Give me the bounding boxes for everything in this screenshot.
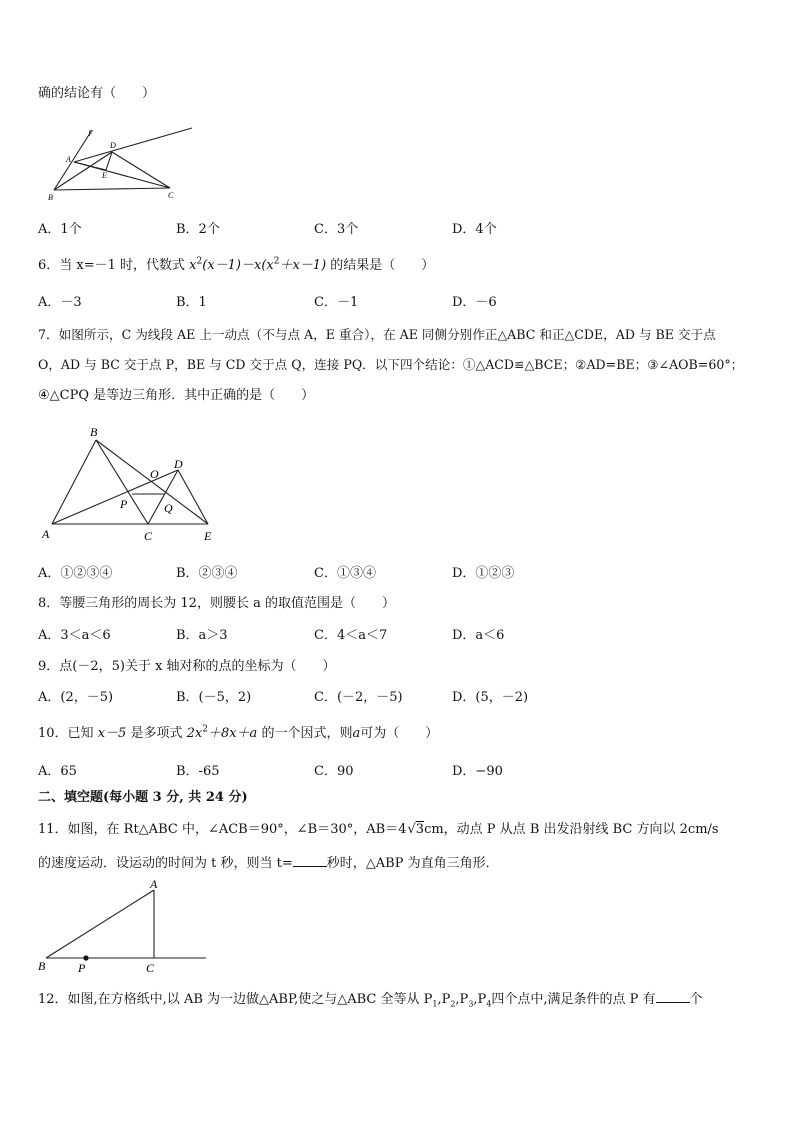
section-heading: 二、填空题(每小题 3 分, 共 24 分) <box>38 790 248 805</box>
q9-option-b: B．(－5，2) <box>176 690 252 705</box>
q11-sqrt-arg: 3 <box>415 822 425 837</box>
q10-polynomial: $2x^2+8x+a$ <box>186 724 258 741</box>
q6-suffix: 的结果是（ ） <box>330 258 435 273</box>
q5-label-E: E <box>102 171 107 180</box>
q10-stem <box>38 722 438 741</box>
q9-option-c: C．(－2，－5) <box>314 690 403 705</box>
q6-stem <box>38 254 434 273</box>
q6-option-c: C．－1 <box>314 295 359 310</box>
q11-label-B: B <box>38 959 46 973</box>
q7-figure <box>38 422 220 544</box>
q11-line2b: 秒时，△ABP 为直角三角形． <box>326 856 499 871</box>
q11-answer-blank <box>293 854 327 867</box>
q5-label-F: F <box>88 129 93 138</box>
q11-line2a: 的速度运动．设运动的时间为 t 秒，则当 t= <box>38 856 293 871</box>
q5-label-C: C <box>168 191 174 200</box>
q5-label-A: A <box>66 155 71 164</box>
q12-stem: 12．如图,在方格纸中,以 AB 为一边做△ABP,使之与△ABC 全等从 $P_1,P_2,P_3,P_4$四个点中,满足条件的点 P 有 个 <box>38 992 703 1009</box>
q11-label-A: A <box>150 877 158 891</box>
q8-option-c: C．4＜a＜7 <box>314 628 388 643</box>
q6-option-a: A．－3 <box>38 295 82 310</box>
q5-option-c: C．3个 <box>314 222 359 237</box>
q11-figure <box>36 876 212 974</box>
q10-suffix: 的一个因式，则 <box>261 726 353 741</box>
q12-answer-blank <box>656 990 690 1003</box>
q7-option-c: C．①③④ <box>314 566 376 581</box>
q9-stem: 9．点(－2，5)关于 x 轴对称的点的坐标为（ ） <box>38 659 336 674</box>
q11-point-p-marker <box>83 955 88 960</box>
q11-stem-line1 <box>38 818 719 837</box>
q8-stem: 8．等腰三角形的周长为 12，则腰长 a 的取值范围是（ ） <box>38 596 395 611</box>
q5-stem-tail: 确的结论有（ ） <box>38 86 156 101</box>
q7-option-d: D．①②③ <box>452 566 515 581</box>
q7-label-C: C <box>144 529 153 543</box>
q10-mid: 是多项式 <box>130 726 183 741</box>
q7-label-O: O <box>150 467 159 481</box>
q10-option-b: B．-65 <box>176 764 220 779</box>
q9-option-a: A．(2，－5) <box>38 690 114 705</box>
q5-figure <box>44 122 196 204</box>
q5-option-b: B．2个 <box>176 222 220 237</box>
q6-option-d: D．－6 <box>452 295 497 310</box>
q12-text-b: 个 <box>689 992 703 1007</box>
q7-label-Q: Q <box>164 501 173 515</box>
q10-end: 可为（ ） <box>360 726 439 741</box>
q8-option-b: B．a＞3 <box>176 628 228 643</box>
q11-line1b: cm，动点 P 从点 B 出发沿射线 BC 方向以 2cm/s <box>424 822 719 837</box>
q5-label-B: B <box>48 193 53 202</box>
q7-option-a: A．①②③④ <box>38 566 113 581</box>
q8-option-a: A．3＜a＜6 <box>38 628 111 643</box>
q10-option-a: A．65 <box>38 764 77 779</box>
q7-stem-line1: 7．如图所示，C 为线段 AE 上一动点（不与点 A，E 重合），在 AE 同侧分别作正△ABC 和正△CDE，AD 与 BE 交于点 <box>38 327 716 342</box>
q7-label-D: D <box>174 457 183 471</box>
q10-option-c: C．90 <box>314 764 354 779</box>
q11-sqrt: √3 <box>407 822 425 837</box>
q11-label-C: C <box>146 961 155 974</box>
q11-line1a: 11．如图，在 Rt△ABC 中，∠ACB＝90°，∠B＝30°，AB＝4 <box>38 822 407 837</box>
q7-label-P: P <box>120 497 128 511</box>
q5-label-D: D <box>110 141 116 150</box>
q10-option-d: D．−90 <box>452 764 503 779</box>
q11-stem-line2 <box>38 852 499 871</box>
q7-option-b: B．②③④ <box>176 566 238 581</box>
q5-option-d: D．4个 <box>452 222 497 237</box>
q6-expression: $x^2(x-1)-x(x^2+x-1)$ <box>189 256 327 273</box>
q7-label-E: E <box>204 529 212 543</box>
q8-option-d: D．a＜6 <box>452 628 505 643</box>
q7-stem-line2: O，AD 与 BC 交于点 P，BE 与 CD 交于点 Q，连接 PQ．以下四个结论：①△ACD≌△BCE；②AD=BE；③∠AOB=60°； <box>38 357 744 372</box>
q11-label-P: P <box>78 961 86 974</box>
q6-option-b: B．1 <box>176 295 207 310</box>
q7-label-B: B <box>90 425 98 439</box>
q7-stem-line3: ④△CPQ 是等边三角形．其中正确的是（ ） <box>38 388 315 403</box>
q12-text-a: 12．如图,在方格纸中,以 AB 为一边做△ABP,使之与△ABC 全等从 P <box>38 992 433 1007</box>
q7-label-A: A <box>42 527 50 541</box>
q9-option-d: D．(5，－2) <box>452 690 529 705</box>
q5-option-a: A．1个 <box>38 222 82 237</box>
q6-prefix: 6．当 x=－1 时，代数式 <box>38 258 186 273</box>
q10-prefix: 10．已知 <box>38 726 94 741</box>
q10-factor: x－5 <box>97 726 127 741</box>
q10-var-a: a <box>352 726 361 741</box>
